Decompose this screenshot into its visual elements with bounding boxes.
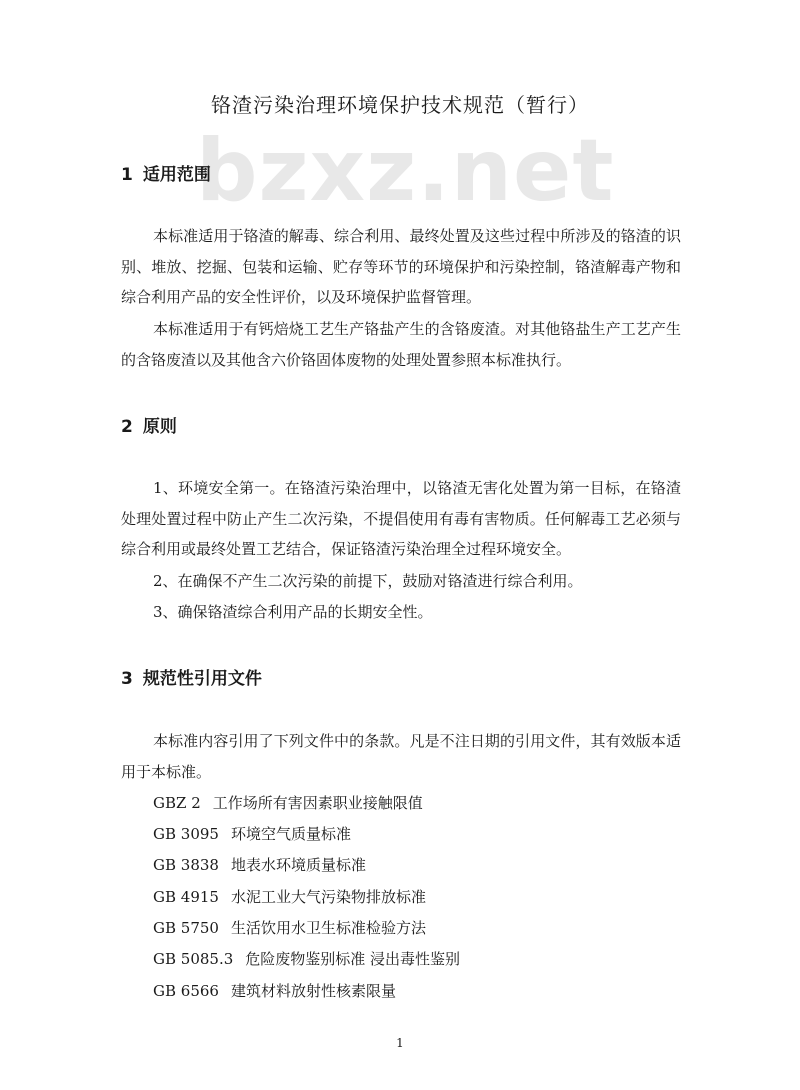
section-number: 1 — [121, 165, 133, 185]
reference-name: 危险废物鉴别标准 浸出毒性鉴别 — [245, 950, 461, 968]
section-title: 适用范围 — [142, 165, 211, 185]
reference-code: GB 3838 — [153, 856, 219, 874]
principle-item-3: 3、确保铬渣综合利用产品的长期安全性。 — [153, 603, 433, 621]
reference-code: GB 5750 — [153, 919, 219, 937]
reference-item — [153, 980, 396, 1001]
reference-code: GB 3095 — [153, 825, 219, 843]
section-heading-normative-references — [121, 664, 262, 689]
principle-item-2: 2、在确保不产生二次污染的前提下，鼓励对铬渣进行综合利用。 — [153, 572, 583, 590]
scope-paragraph-1: 本标准适用于铬渣的解毒、综合利用、最终处置及这些过程中所涉及的铬渣的识别、堆放、挖掘、包装和运输、贮存等环节的环境保护和污染控制，铬渣解毒产物和综合利用产品的安全性评价，以及环境保护监督管理。 — [121, 227, 681, 306]
principle-item-1: 1、环境安全第一。在铬渣污染治理中，以铬渣无害化处置为第一目标，在铬渣处理处置过程中防止产生二次污染，不提倡使用有毒有害物质。任何解毒工艺必须与综合利用或最终处置工艺结合，保证铬渣污染治理全过程环境安全。 — [121, 479, 681, 558]
reference-item — [153, 792, 423, 813]
section-title: 原则 — [142, 417, 177, 437]
reference-name: 工作场所有害因素职业接触限值 — [212, 794, 423, 812]
reference-name: 环境空气质量标准 — [230, 825, 351, 843]
section-title: 规范性引用文件 — [142, 669, 262, 689]
site-watermark: bzxz.net — [196, 121, 615, 221]
reference-name: 生活饮用水卫生标准检验方法 — [230, 919, 426, 937]
reference-item — [153, 917, 426, 938]
reference-code: GB 6566 — [153, 982, 219, 1000]
reference-code: GB 5085.3 — [153, 950, 234, 968]
reference-name: 地表水环境质量标准 — [230, 856, 366, 874]
document-title: 铬渣污染治理环境保护技术规范（暂行） — [211, 93, 589, 117]
reference-item — [153, 823, 351, 844]
reference-code: GBZ 2 — [153, 794, 201, 812]
scope-paragraph-2: 本标准适用于有钙焙烧工艺生产铬盐产生的含铬废渣。对其他铬盐生产工艺产生的含铬废渣以及其他含六价铬固体废物的处理处置参照本标准执行。 — [121, 320, 681, 369]
references-intro-paragraph: 本标准内容引用了下列文件中的条款。凡是不注日期的引用文件，其有效版本适用于本标准。 — [121, 732, 681, 781]
section-heading-scope — [121, 160, 211, 185]
reference-item — [153, 886, 426, 907]
reference-name: 水泥工业大气污染物排放标准 — [230, 888, 426, 906]
section-number: 3 — [121, 669, 133, 689]
reference-name: 建筑材料放射性核素限量 — [230, 982, 396, 1000]
section-number: 2 — [121, 417, 133, 437]
page-number: 1 — [396, 1036, 404, 1050]
reference-item — [153, 854, 366, 875]
reference-item — [153, 948, 460, 969]
reference-code: GB 4915 — [153, 888, 219, 906]
section-heading-principles — [121, 412, 177, 437]
